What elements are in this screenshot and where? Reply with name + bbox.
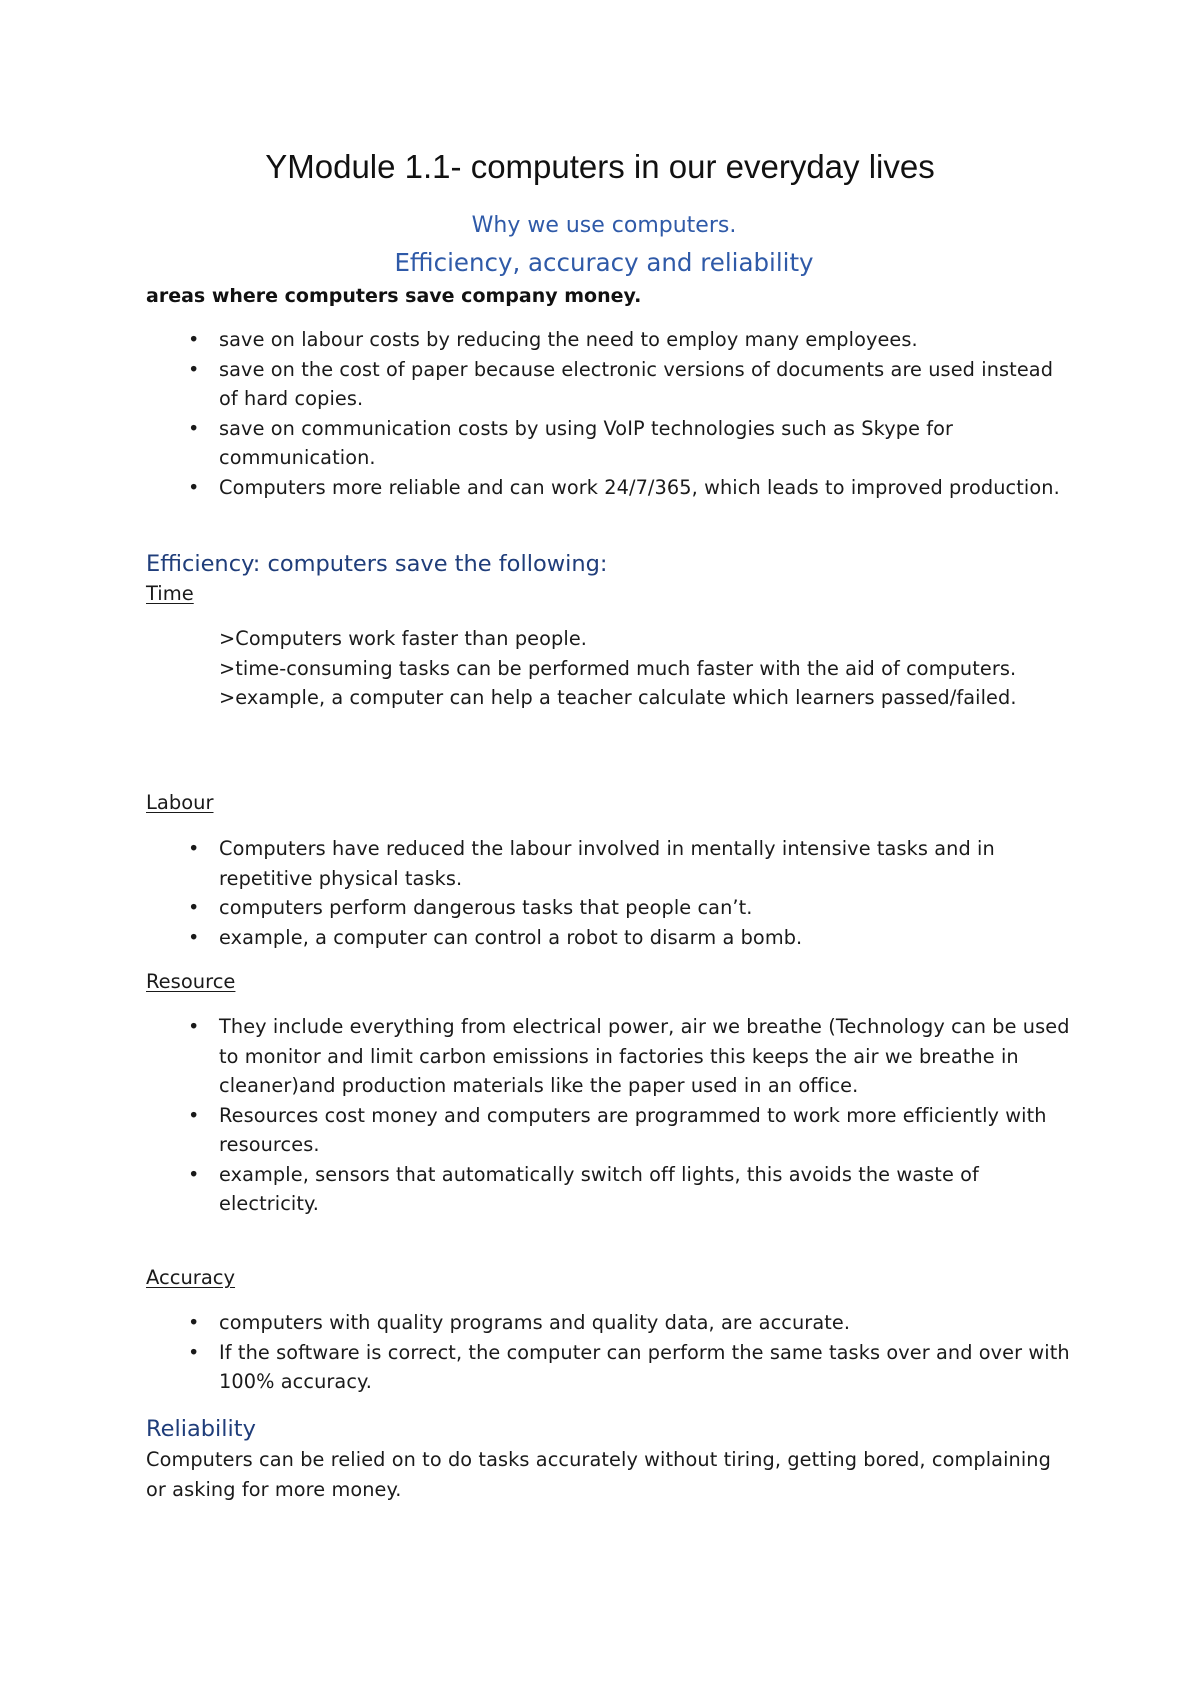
money-list (188, 325, 1078, 502)
subtitle-why: Why we use computers. (471, 213, 737, 238)
reliability-heading: Reliability (146, 1416, 256, 1442)
list-item: • computers with quality programs and quality data, are accurate. (188, 1308, 1078, 1338)
time-line: >Computers work faster than people. (219, 627, 588, 650)
list-item: • example, sensors that automatically switch off lights, this avoids the waste of electricity. (188, 1160, 1078, 1219)
efficiency-heading: Efficiency: computers save the following: (146, 551, 608, 577)
bullet-icon: • (188, 1015, 200, 1038)
intro-heading: areas where computers save company money. (146, 285, 642, 307)
subtitle-efficiency: Efficiency, accuracy and reliability (394, 248, 814, 277)
list-item: • example, a computer can control a robot to disarm a bomb. (188, 923, 1078, 953)
bullet-icon: • (188, 416, 200, 440)
time-line: >time-consuming tasks can be performed much faster with the aid of computers. (219, 656, 1017, 680)
time-heading: Time (146, 582, 194, 605)
list-item: • Resources cost money and computers are programmed to work more efficiently with resources. (188, 1101, 1078, 1160)
list-item: • They include everything from electrical power, air we breathe (Technology can be used to monitor and limit carbon emissions in factories this keeps the air we breathe in cleaner)and production materials like the paper used in an office. (188, 1012, 1078, 1101)
bullet-icon: • (188, 475, 200, 499)
bullet-icon: • (188, 896, 200, 919)
time-line: >example, a computer can help a teacher calculate which learners passed/failed. (219, 686, 1017, 709)
list-item: • save on the cost of paper because electronic versions of documents are used instead of hard copies. (188, 355, 1078, 414)
resource-list (188, 1012, 1078, 1219)
list-item: • save on communication costs by using VoIP technologies such as Skype for communication. (188, 414, 1078, 473)
bullet-icon: • (188, 837, 200, 860)
list-item: • save on labour costs by reducing the need to employ many employees. (188, 325, 1078, 355)
labour-list (188, 834, 1078, 952)
bullet-icon: • (188, 1340, 200, 1364)
accuracy-list (188, 1308, 1078, 1397)
accuracy-heading: Accuracy (146, 1266, 236, 1289)
document-title: YModule 1.1- computers in our everyday lives (265, 148, 935, 185)
list-item: • If the software is correct, the computer can perform the same tasks over and over with 100% accuracy. (188, 1338, 1078, 1397)
labour-heading: Labour (146, 791, 214, 814)
time-lines (219, 624, 1069, 713)
bullet-icon: • (188, 1103, 200, 1127)
bullet-icon: • (188, 328, 200, 351)
resource-heading: Resource (146, 970, 236, 993)
reliability-text: Computers can be relied on to do tasks accurately without tiring, getting bored, complaining or asking for more money. (146, 1448, 1051, 1501)
bullet-icon: • (188, 925, 200, 949)
bullet-icon: • (188, 1311, 200, 1334)
bullet-icon: • (188, 357, 200, 381)
bullet-icon: • (188, 1162, 200, 1186)
list-item: • computers perform dangerous tasks that people can’t. (188, 893, 1078, 923)
list-item: • Computers have reduced the labour involved in mentally intensive tasks and in repetitive physical tasks. (188, 834, 1078, 893)
list-item: • Computers more reliable and can work 24/7/365, which leads to improved production. (188, 473, 1078, 503)
